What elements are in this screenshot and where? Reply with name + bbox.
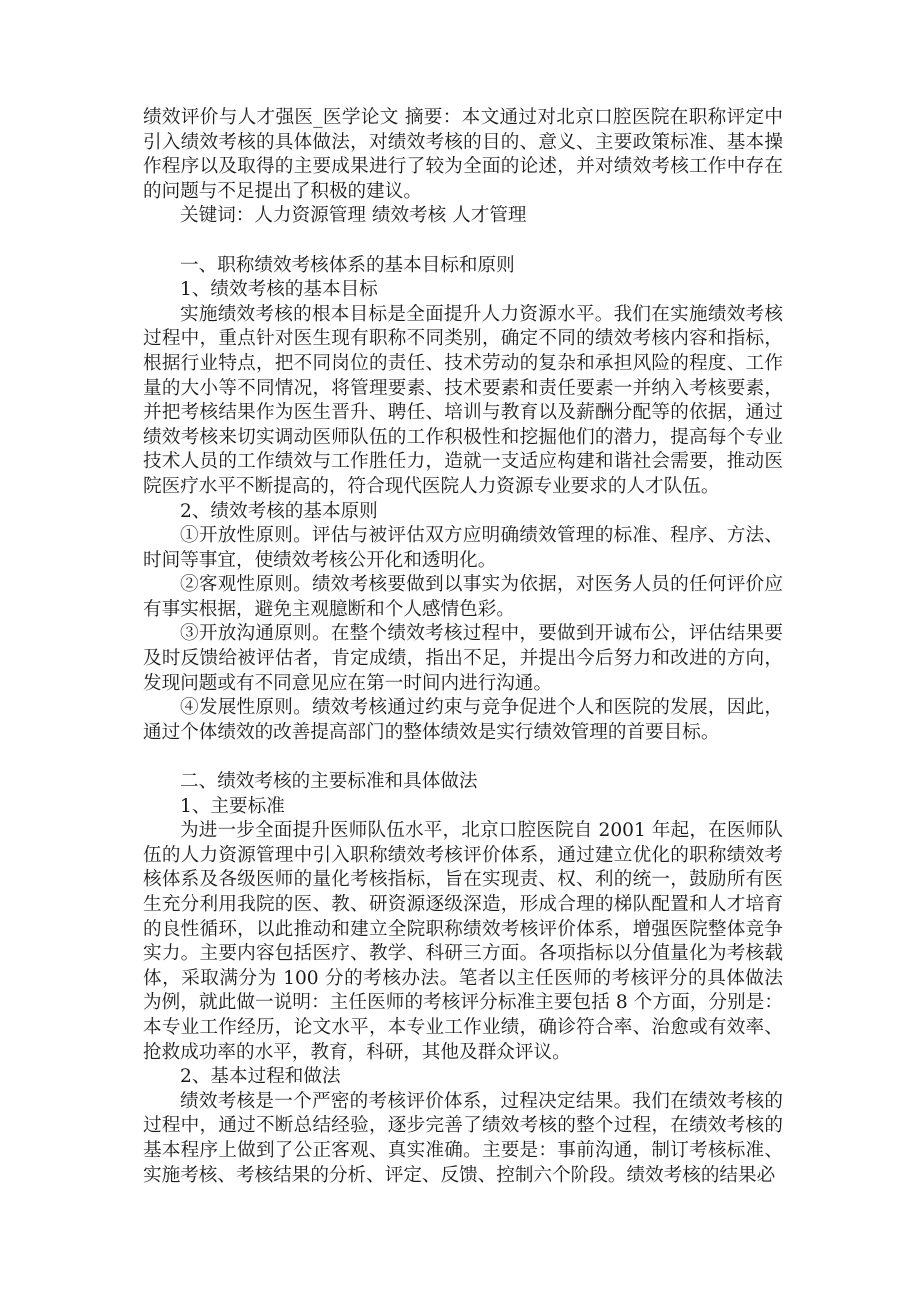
principle-objectivity: ②客观性原则。绩效考核要做到以事实为依据，对医务人员的任何评价应有事实根据，避免主观臆断和个人感情色彩。	[143, 574, 783, 620]
section2-sub1-heading: 1、主要标准	[180, 795, 285, 817]
blank-line	[143, 745, 783, 770]
title-abstract-paragraph	[143, 106, 783, 204]
blank-line	[143, 229, 783, 254]
principle-development: ④发展性原则。绩效考核通过约束与竞争促进个人和医院的发展，因此，通过个体绩效的改善提高部门的整体绩效是实行绩效管理的首要目标。	[143, 697, 783, 743]
keywords: 关键词：人力资源管理 绩效考核 人才管理	[180, 205, 527, 227]
abstract-text: 摘要：本文通过对北京口腔医院在职称评定中引入绩效考核的具体做法，对绩效考核的目的、意义、主要政策标准、基本操作程序以及取得的主要成果进行了较为全面的论述，并对绩效考核工作中存在的问题与不足提出了积极的建议。	[143, 107, 783, 202]
section1-sub2-heading: 2、绩效考核的基本原则	[180, 500, 378, 522]
section2-sub1-text: 为进一步全面提升医师队伍水平，北京口腔医院自 2001 年起，在医师队伍的人力资源管理中引入职称绩效考核评价体系，通过建立优化的职称绩效考核体系及各级医师的量化考核指标，旨在实现责、权、利的统一，鼓励所有医生充分利用我院的医、教、研资源逐级深造，形成合理的梯队配置和人才培育的良性循环，以此推动和建立全院职称绩效考核评价体系，增强医院整体竞争实力。主要内容包括医疗、教学、科研三方面。各项指标以分值量化为考核载体，采取满分为 100 分的考核办法。笔者以主任医师的考核评分的具体做法为例，就此做一说明：主任医师的考核评分标准主要包括 8 个方面，分别是：本专业工作经历，论文水平，本专业工作业绩，确诊符合率、治愈或有效率、抢救成功率的水平，教育，科研，其他及群众评议。	[143, 820, 783, 1063]
document-title: 绩效评价与人才强医_医学论文	[143, 107, 399, 128]
section2-sub2-text: 绩效考核是一个严密的考核评价体系，过程决定结果。我们在绩效考核的过程中，通过不断总结经验，逐步完善了绩效考核的整个过程，在绩效考核的基本程序上做到了公正客观、真实准确。主要是：事前沟通，制订考核标准、实施考核、考核结果的分析、评定、反馈、控制六个阶段。绩效考核的结果必	[143, 1090, 783, 1186]
principle-openness: ①开放性原则。评估与被评估双方应明确绩效管理的标准、程序、方法、时间等事宜，使绩效考核公开化和透明化。	[143, 525, 783, 571]
document-body	[143, 106, 783, 1188]
section1-sub1-text: 实施绩效考核的根本目标是全面提升人力资源水平。我们在实施绩效考核过程中，重点针对医生现有职称不同类别，确定不同的绩效考核内容和指标，根据行业特点，把不同岗位的责任、技术劳动的复杂和承担风险的程度、工作量的大小等不同情况，将管理要素、技术要素和责任要素一并纳入考核要素，并把考核结果作为医生晋升、聘任、培训与教育以及薪酬分配等的依据，通过绩效考核来切实调动医师队伍的工作积极性和挖掘他们的潜力，提高每个专业技术人员的工作绩效与工作胜任力，造就一支适应构建和谐社会需要，推动医院医疗水平不断提高的，符合现代医院人力资源专业要求的人才队伍。	[143, 303, 783, 497]
section1-sub1-heading: 1、绩效考核的基本目标	[180, 279, 378, 301]
section2-sub2-heading: 2、基本过程和做法	[180, 1066, 341, 1088]
section2-heading: 二、绩效考核的主要标准和具体做法	[180, 771, 478, 793]
principle-communication: ③开放沟通原则。在整个绩效考核过程中，要做到开诚布公，评估结果要及时反馈给被评估者，肯定成绩，指出不足，并提出今后努力和改进的方向，发现问题或有不同意见应在第一时间内进行沟通。	[143, 623, 783, 694]
section1-heading: 一、职称绩效考核体系的基本目标和原则	[180, 254, 515, 276]
